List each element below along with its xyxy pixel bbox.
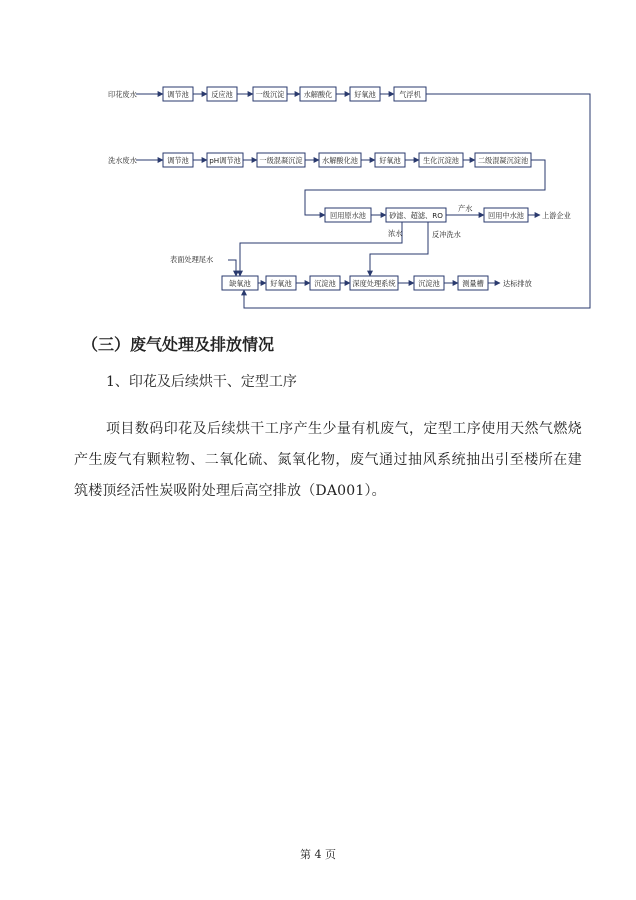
svg-text:水解酸化: 水解酸化 bbox=[303, 90, 333, 99]
svg-text:一级沉淀: 一级沉淀 bbox=[255, 90, 285, 99]
row4-destination-label: 达标排放 bbox=[503, 279, 532, 288]
svg-text:好氧池: 好氧池 bbox=[270, 279, 292, 288]
row4-step-3 bbox=[310, 276, 340, 290]
svg-text:调节池: 调节池 bbox=[167, 156, 189, 165]
row4-source-label: 表面处理尾水 bbox=[170, 255, 214, 264]
row2-step-4 bbox=[319, 153, 361, 167]
svg-text:水解酸化池: 水解酸化池 bbox=[322, 156, 358, 165]
row1-step-2 bbox=[207, 87, 237, 101]
row2-step-1 bbox=[163, 153, 193, 167]
row1-step-6 bbox=[394, 87, 426, 101]
section-heading: （三）废气处理及排放情况 bbox=[82, 335, 275, 354]
svg-text:一级混凝沉淀: 一级混凝沉淀 bbox=[259, 156, 303, 165]
row1-step-4 bbox=[300, 87, 336, 101]
svg-text:深度处理系统: 深度处理系统 bbox=[352, 279, 396, 288]
row3-destination-label: 上游企业 bbox=[542, 211, 571, 220]
row2-step-7 bbox=[475, 153, 531, 167]
row1-step-3 bbox=[253, 87, 287, 101]
svg-text:回用中水池: 回用中水池 bbox=[488, 211, 524, 220]
row2-step-5 bbox=[375, 153, 405, 167]
row4-step-6 bbox=[458, 276, 488, 290]
product-water-label: 产水 bbox=[458, 204, 473, 213]
svg-text:测量槽: 测量槽 bbox=[462, 279, 484, 288]
backwash-label: 反冲洗水 bbox=[432, 230, 461, 239]
svg-text:好氧池: 好氧池 bbox=[354, 90, 376, 99]
row1-source-label: 印花废水 bbox=[108, 90, 137, 99]
svg-text:缺氧池: 缺氧池 bbox=[229, 279, 251, 288]
svg-text:好氧池: 好氧池 bbox=[379, 156, 401, 165]
body-paragraph: 项目数码印花及后续烘干工序产生少量有机废气，定型工序使用天然气燃烧产生废气有颗粒物、二氧化硫、氮氧化物，废气通过抽风系统抽出引至楼所在建筑楼顶经活性炭吸附处理后高空排放（DA001）。 bbox=[74, 421, 582, 499]
row4-step-4 bbox=[350, 276, 398, 290]
svg-text:pH调节池: pH调节池 bbox=[209, 156, 241, 165]
svg-text:调节池: 调节池 bbox=[167, 90, 189, 99]
row3-step-1 bbox=[325, 208, 371, 222]
row3-step-2 bbox=[386, 208, 446, 222]
wastewater-flow-diagram bbox=[0, 0, 636, 330]
svg-text:沉淀池: 沉淀池 bbox=[314, 279, 336, 288]
row2-step-3 bbox=[257, 153, 305, 167]
svg-text:砂滤、超滤、RO: 砂滤、超滤、RO bbox=[389, 211, 443, 220]
row3-step-3 bbox=[484, 208, 528, 222]
row1-step-5 bbox=[350, 87, 380, 101]
svg-text:沉淀池: 沉淀池 bbox=[418, 279, 440, 288]
section-subheading: 1、印花及后续烘干、定型工序 bbox=[106, 374, 297, 390]
row2-source-label: 洗水废水 bbox=[108, 156, 137, 165]
svg-text:回用原水池: 回用原水池 bbox=[330, 211, 366, 220]
svg-text:生化沉淀池: 生化沉淀池 bbox=[423, 156, 459, 165]
concentrate-label: 浓水 bbox=[388, 229, 403, 238]
row4-step-5 bbox=[414, 276, 444, 290]
svg-text:反应池: 反应池 bbox=[211, 90, 233, 99]
page-number: 第 4 页 bbox=[300, 848, 336, 861]
svg-text:二级混凝沉淀池: 二级混凝沉淀池 bbox=[477, 156, 529, 165]
row1-step-1 bbox=[163, 87, 193, 101]
row4-step-1 bbox=[222, 276, 258, 290]
svg-text:气浮机: 气浮机 bbox=[399, 90, 421, 99]
row4-step-2 bbox=[266, 276, 296, 290]
row2-step-6 bbox=[419, 153, 463, 167]
row2-step-2 bbox=[207, 153, 243, 167]
